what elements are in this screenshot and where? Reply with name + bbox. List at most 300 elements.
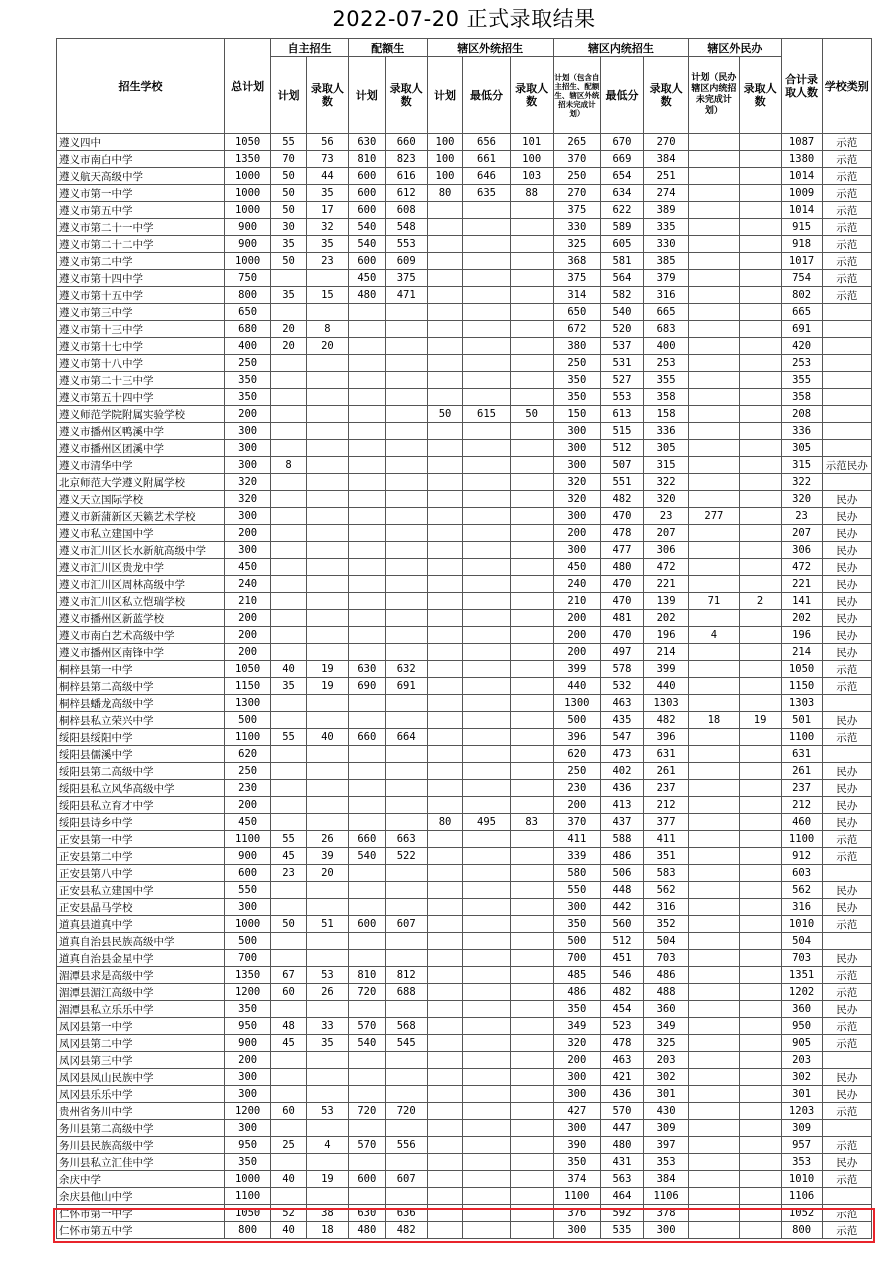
table-cell [385, 1120, 427, 1137]
table-cell: 23 [781, 508, 822, 525]
school-name-cell: 遵义市播州区鸭溪中学 [57, 423, 225, 440]
table-cell [427, 967, 463, 984]
header-minban: 辖区外民办 [689, 39, 781, 57]
table-cell [463, 576, 510, 593]
table-cell: 314 [553, 287, 600, 304]
table-cell [385, 814, 427, 831]
table-cell: 51 [306, 916, 348, 933]
table-cell: 1017 [781, 253, 822, 270]
table-cell: 1050 [225, 134, 271, 151]
table-cell: 示范 [822, 729, 871, 746]
table-cell: 316 [644, 899, 689, 916]
school-name-cell: 绥阳县第二高级中学 [57, 763, 225, 780]
table-cell [739, 202, 781, 219]
table-cell [739, 1018, 781, 1035]
table-cell [306, 270, 348, 287]
table-cell: 214 [644, 644, 689, 661]
table-cell: 447 [600, 1120, 643, 1137]
table-cell: 472 [781, 559, 822, 576]
table-row [57, 746, 872, 763]
header-neitong-min: 最低分 [600, 57, 643, 134]
table-cell: 203 [781, 1052, 822, 1069]
table-cell: 553 [385, 236, 427, 253]
table-cell [739, 576, 781, 593]
table-row [57, 678, 872, 695]
table-cell: 320 [553, 491, 600, 508]
table-cell: 83 [510, 814, 553, 831]
table-cell: 562 [644, 882, 689, 899]
table-cell: 300 [225, 1069, 271, 1086]
school-name-cell: 湄潭县求是高级中学 [57, 967, 225, 984]
table-cell: 4 [689, 627, 739, 644]
page-title: 2022-07-20 正式录取结果 [332, 7, 596, 31]
table-cell: 19 [306, 678, 348, 695]
table-cell: 350 [553, 916, 600, 933]
table-cell: 454 [600, 1001, 643, 1018]
table-cell [463, 1069, 510, 1086]
table-cell [739, 644, 781, 661]
table-cell [427, 1086, 463, 1103]
table-cell: 52 [271, 1205, 307, 1222]
table-cell: 600 [348, 185, 385, 202]
table-cell: 1000 [225, 1171, 271, 1188]
table-cell: 506 [600, 865, 643, 882]
table-cell: 40 [271, 1171, 307, 1188]
table-cell: 2 [739, 593, 781, 610]
table-cell: 18 [689, 712, 739, 729]
table-cell [739, 525, 781, 542]
table-cell [510, 593, 553, 610]
header-minban-plan: 计划（民办辖区内统招未完成计划） [689, 57, 739, 134]
table-cell [739, 695, 781, 712]
table-cell [739, 457, 781, 474]
table-cell: 19 [739, 712, 781, 729]
table-cell [306, 1086, 348, 1103]
school-name-cell: 凤冈县第二中学 [57, 1035, 225, 1052]
table-cell [306, 576, 348, 593]
table-cell [385, 355, 427, 372]
table-cell [427, 1222, 463, 1239]
table-cell: 632 [385, 661, 427, 678]
table-cell [271, 593, 307, 610]
table-cell: 325 [644, 1035, 689, 1052]
table-row [57, 236, 872, 253]
table-cell: 320 [781, 491, 822, 508]
table-cell: 547 [600, 729, 643, 746]
table-cell: 1351 [781, 967, 822, 984]
table-cell [306, 406, 348, 423]
table-cell: 436 [600, 1086, 643, 1103]
table-body [57, 134, 872, 1239]
table-cell [510, 219, 553, 236]
table-cell: 200 [553, 644, 600, 661]
table-cell: 463 [600, 695, 643, 712]
table-cell: 1303 [781, 695, 822, 712]
table-cell: 103 [510, 168, 553, 185]
school-name-cell: 遵义市清华中学 [57, 457, 225, 474]
table-cell: 550 [553, 882, 600, 899]
table-cell [385, 882, 427, 899]
table-cell: 350 [553, 389, 600, 406]
table-cell [427, 525, 463, 542]
table-cell [510, 1103, 553, 1120]
table-cell [463, 984, 510, 1001]
table-cell: 600 [348, 168, 385, 185]
table-cell: 230 [225, 780, 271, 797]
table-cell: 630 [348, 134, 385, 151]
table-cell: 212 [644, 797, 689, 814]
table-cell: 50 [271, 916, 307, 933]
table-cell: 600 [348, 916, 385, 933]
table-cell [385, 1001, 427, 1018]
table-cell [271, 440, 307, 457]
table-row [57, 542, 872, 559]
table-cell: 560 [600, 916, 643, 933]
table-cell: 463 [600, 1052, 643, 1069]
table-cell: 民办 [822, 712, 871, 729]
table-cell [510, 848, 553, 865]
table-cell [463, 508, 510, 525]
table-cell: 示范 [822, 984, 871, 1001]
table-cell [348, 389, 385, 406]
table-cell: 482 [600, 984, 643, 1001]
table-cell: 470 [600, 627, 643, 644]
header-waitong-min: 最低分 [463, 57, 510, 134]
table-cell [463, 1120, 510, 1137]
table-cell: 261 [644, 763, 689, 780]
table-cell: 示范 [822, 831, 871, 848]
table-cell: 265 [553, 134, 600, 151]
table-cell: 301 [781, 1086, 822, 1103]
table-cell [427, 593, 463, 610]
table-cell [271, 797, 307, 814]
table-cell: 720 [348, 984, 385, 1001]
table-cell: 253 [781, 355, 822, 372]
school-name-cell: 遵义市第一中学 [57, 185, 225, 202]
table-cell [463, 355, 510, 372]
table-cell: 481 [600, 610, 643, 627]
table-cell [739, 1205, 781, 1222]
table-cell [463, 627, 510, 644]
table-cell: 370 [553, 814, 600, 831]
table-cell: 470 [600, 508, 643, 525]
table-cell: 349 [553, 1018, 600, 1035]
table-cell: 示范 [822, 185, 871, 202]
table-cell [348, 593, 385, 610]
table-cell [739, 950, 781, 967]
table-cell [271, 1069, 307, 1086]
table-cell: 500 [553, 933, 600, 950]
table-cell [739, 253, 781, 270]
table-cell [510, 304, 553, 321]
table-cell [271, 899, 307, 916]
table-cell: 35 [271, 678, 307, 695]
table-cell [348, 899, 385, 916]
table-cell [348, 712, 385, 729]
table-cell [348, 627, 385, 644]
table-cell [463, 236, 510, 253]
table-cell: 301 [644, 1086, 689, 1103]
table-cell: 1100 [225, 831, 271, 848]
table-cell: 民办 [822, 559, 871, 576]
table-cell [739, 763, 781, 780]
table-cell: 665 [781, 304, 822, 321]
table-cell [689, 797, 739, 814]
table-cell [510, 967, 553, 984]
table-cell: 44 [306, 168, 348, 185]
table-cell: 207 [644, 525, 689, 542]
table-cell [739, 1052, 781, 1069]
table-cell [385, 1154, 427, 1171]
table-cell: 915 [781, 219, 822, 236]
table-cell: 440 [553, 678, 600, 695]
school-name-cell: 遵义市第十三中学 [57, 321, 225, 338]
table-cell: 353 [644, 1154, 689, 1171]
table-cell [739, 542, 781, 559]
table-row [57, 270, 872, 287]
table-cell: 750 [225, 270, 271, 287]
table-cell: 200 [225, 406, 271, 423]
table-cell [427, 627, 463, 644]
table-cell [427, 865, 463, 882]
table-cell: 582 [600, 287, 643, 304]
table-cell: 460 [781, 814, 822, 831]
table-cell: 53 [306, 967, 348, 984]
table-cell: 672 [553, 321, 600, 338]
table-cell: 40 [271, 1222, 307, 1239]
table-cell: 1000 [225, 202, 271, 219]
table-cell [689, 1052, 739, 1069]
table-cell [427, 423, 463, 440]
table-cell [689, 1154, 739, 1171]
table-cell [739, 831, 781, 848]
table-row [57, 1052, 872, 1069]
table-cell [306, 593, 348, 610]
table-cell: 473 [600, 746, 643, 763]
table-cell: 450 [553, 559, 600, 576]
table-cell [689, 338, 739, 355]
table-cell: 45 [271, 1035, 307, 1052]
table-cell: 200 [553, 627, 600, 644]
table-cell: 800 [225, 1222, 271, 1239]
table-cell: 500 [225, 712, 271, 729]
school-name-cell: 遵义市播州区团溪中学 [57, 440, 225, 457]
table-cell [510, 1052, 553, 1069]
table-cell [385, 746, 427, 763]
table-cell [510, 474, 553, 491]
table-cell: 250 [225, 763, 271, 780]
table-cell: 民办 [822, 610, 871, 627]
table-cell: 720 [385, 1103, 427, 1120]
table-cell [822, 406, 871, 423]
table-cell: 示范 [822, 270, 871, 287]
school-name-cell: 凤冈县第三中学 [57, 1052, 225, 1069]
table-cell: 486 [644, 967, 689, 984]
table-row [57, 355, 872, 372]
school-name-cell: 桐梓县第二高级中学 [57, 678, 225, 695]
table-row [57, 576, 872, 593]
table-cell: 23 [644, 508, 689, 525]
table-cell [510, 542, 553, 559]
table-row [57, 984, 872, 1001]
table-cell: 600 [348, 202, 385, 219]
table-cell [463, 1137, 510, 1154]
table-cell [739, 1086, 781, 1103]
table-cell [463, 1222, 510, 1239]
table-cell: 26 [306, 831, 348, 848]
table-cell [385, 491, 427, 508]
table-cell: 486 [553, 984, 600, 1001]
table-cell [463, 763, 510, 780]
table-cell: 350 [553, 1154, 600, 1171]
table-cell: 35 [271, 236, 307, 253]
table-cell [385, 525, 427, 542]
table-row [57, 610, 872, 627]
table-cell: 620 [225, 746, 271, 763]
table-cell: 316 [644, 287, 689, 304]
table-cell [385, 763, 427, 780]
table-cell: 900 [225, 1035, 271, 1052]
table-cell [385, 797, 427, 814]
table-cell: 570 [348, 1018, 385, 1035]
table-row [57, 151, 872, 168]
table-cell [739, 236, 781, 253]
table-cell [306, 797, 348, 814]
table-cell [739, 780, 781, 797]
table-cell: 示范 [822, 848, 871, 865]
table-cell [689, 372, 739, 389]
table-cell: 示范 [822, 1018, 871, 1035]
table-cell [739, 1069, 781, 1086]
table-cell [385, 389, 427, 406]
table-cell [463, 950, 510, 967]
table-row [57, 1069, 872, 1086]
table-cell: 680 [225, 321, 271, 338]
table-cell [348, 508, 385, 525]
table-cell [463, 389, 510, 406]
table-cell [689, 1035, 739, 1052]
table-cell [271, 491, 307, 508]
table-cell [739, 882, 781, 899]
table-cell [385, 1052, 427, 1069]
table-cell: 413 [600, 797, 643, 814]
table-row [57, 1137, 872, 1154]
table-cell [463, 1052, 510, 1069]
table-cell [348, 338, 385, 355]
table-cell: 950 [781, 1018, 822, 1035]
table-cell: 民办 [822, 542, 871, 559]
table-cell: 622 [600, 202, 643, 219]
table-cell [271, 950, 307, 967]
table-cell: 212 [781, 797, 822, 814]
table-cell: 150 [553, 406, 600, 423]
school-name-cell: 遵义市汇川区私立恺瑞学校 [57, 593, 225, 610]
table-cell [348, 474, 385, 491]
table-cell [348, 440, 385, 457]
table-cell [689, 287, 739, 304]
table-cell [271, 933, 307, 950]
table-row [57, 831, 872, 848]
table-cell: 300 [225, 423, 271, 440]
table-cell: 350 [225, 1154, 271, 1171]
school-name-cell: 绥阳县儒溪中学 [57, 746, 225, 763]
table-cell [689, 950, 739, 967]
table-cell [739, 729, 781, 746]
table-cell [427, 712, 463, 729]
table-cell [689, 763, 739, 780]
table-cell [463, 457, 510, 474]
table-row [57, 508, 872, 525]
table-cell [463, 712, 510, 729]
table-cell: 民办 [822, 525, 871, 542]
table-cell [463, 967, 510, 984]
table-cell [427, 763, 463, 780]
table-cell: 600 [348, 1171, 385, 1188]
table-cell: 504 [644, 933, 689, 950]
table-cell [385, 712, 427, 729]
table-cell [427, 695, 463, 712]
table-cell [739, 287, 781, 304]
table-cell [427, 202, 463, 219]
table-cell [271, 1001, 307, 1018]
table-cell: 32 [306, 219, 348, 236]
table-cell: 396 [553, 729, 600, 746]
table-cell: 200 [225, 797, 271, 814]
table-cell: 300 [553, 1222, 600, 1239]
table-cell: 示范 [822, 967, 871, 984]
table-cell [510, 236, 553, 253]
table-cell [306, 1120, 348, 1137]
table-cell: 431 [600, 1154, 643, 1171]
table-cell: 578 [600, 661, 643, 678]
table-cell [689, 151, 739, 168]
header-peie: 配额生 [348, 39, 427, 57]
table-cell: 478 [600, 525, 643, 542]
table-cell: 300 [553, 508, 600, 525]
table-cell: 26 [306, 984, 348, 1001]
table-cell: 918 [781, 236, 822, 253]
table-cell: 540 [348, 236, 385, 253]
table-cell [385, 338, 427, 355]
table-cell: 482 [644, 712, 689, 729]
table-cell: 411 [644, 831, 689, 848]
table-cell: 562 [781, 882, 822, 899]
table-cell: 470 [600, 576, 643, 593]
table-cell [739, 865, 781, 882]
table-cell [385, 457, 427, 474]
table-row [57, 899, 872, 916]
table-cell [348, 1052, 385, 1069]
table-cell: 1106 [644, 1188, 689, 1205]
table-cell [822, 423, 871, 440]
table-cell [271, 644, 307, 661]
table-cell [510, 729, 553, 746]
table-cell: 607 [385, 916, 427, 933]
table-cell: 1000 [225, 916, 271, 933]
table-cell [427, 304, 463, 321]
table-cell: 1350 [225, 151, 271, 168]
table-cell: 202 [781, 610, 822, 627]
table-cell [463, 559, 510, 576]
table-cell [271, 304, 307, 321]
table-cell: 1300 [553, 695, 600, 712]
table-cell [306, 440, 348, 457]
table-cell [306, 1052, 348, 1069]
table-cell [463, 474, 510, 491]
table-cell: 630 [348, 661, 385, 678]
table-cell: 663 [385, 831, 427, 848]
table-cell [689, 406, 739, 423]
